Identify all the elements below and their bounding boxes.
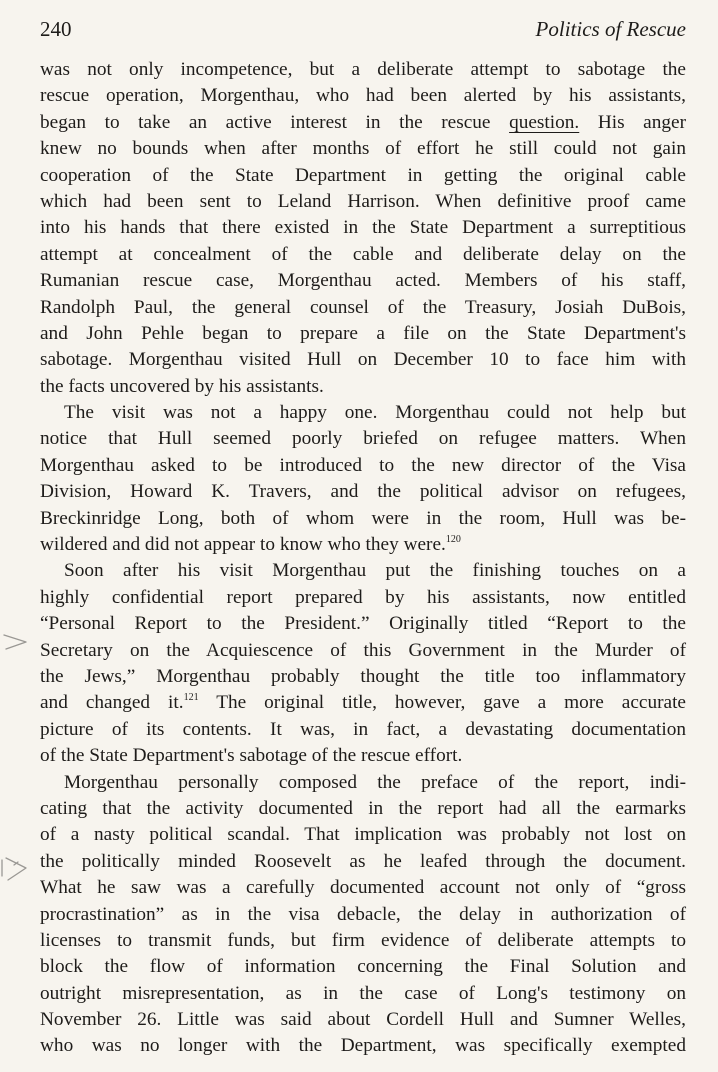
running-head [40, 14, 686, 44]
text-line: Soon after his visit Morgenthau put the finishing touches on a [64, 560, 686, 582]
text-line: the politically minded Roosevelt as he leafed through the document. [40, 850, 686, 872]
text-line: the Jews,” Morgenthau probably thought the title too inflammatory [40, 665, 686, 687]
pencil-mark-icon [0, 838, 30, 898]
footnote-ref: 120 [445, 534, 461, 546]
running-title: Politics of Rescue [535, 17, 686, 41]
text-line: attempt at concealment of the cable and deliberate delay on the [40, 243, 686, 265]
text-line: was not only incompetence, but a deliberate attempt to sabotage the [40, 59, 686, 80]
text-line: Rumanian rescue case, Morgenthau acted. Members of his staff, [40, 270, 686, 292]
text-line: The visit was not a happy one. Morgenthau could not help but [64, 402, 686, 424]
page-number: 240 [40, 17, 72, 41]
text-line: licenses to transmit funds, but firm evidence of deliberate attempts to [40, 929, 686, 951]
footnote-ref: 121 [183, 692, 199, 704]
text-line: rescue operation, Morgenthau, who had been alerted by his assistants, [40, 85, 686, 107]
text-line: which had been sent to Leland Harrison. When definitive proof came [40, 190, 686, 212]
underlined-word: question. [509, 111, 580, 133]
pencil-mark-icon [0, 622, 30, 662]
text-line: highly confidential report prepared by his assistants, now entitled [40, 586, 686, 608]
text-line: “Personal Report to the President.” Originally titled “Report to the [40, 613, 686, 635]
text-line: of the State Department's sabotage of the rescue effort. [40, 745, 463, 767]
text-line: November 26. Little was said about Cordell Hull and Sumner Welles, [40, 1009, 686, 1031]
text-line: procrastination” as in the visa debacle, the delay in authorization of [40, 903, 686, 925]
text-line: Secretary on the Acquiescence of this Government in the Murder of [40, 639, 686, 661]
text-line: Morgenthau personally composed the preface of the report, indi- [64, 771, 686, 793]
text-line: cooperation of the State Department in getting the original cable [40, 164, 686, 186]
text-line: Randolph Paul, the general counsel of the Treasury, Josiah DuBois, [40, 296, 686, 318]
text-line: wildered and did not appear to know who they were.$^{120}$ [40, 534, 461, 556]
text-line: began to take an active interest in the rescue question. His anger [40, 111, 686, 133]
text-line: sabotage. Morgenthau visited Hull on December 10 to face him with [40, 349, 686, 371]
text-line: notice that Hull seemed poorly briefed on refugee matters. When [40, 428, 686, 450]
text-line: cating that the activity documented in the report had all the earmarks [40, 797, 686, 819]
text-line: Division, Howard K. Travers, and the political advisor on refugees, [40, 481, 686, 503]
text-line: the facts uncovered by his assistants. [40, 375, 324, 397]
text-line: What he saw was a carefully documented account not only of “gross [40, 877, 686, 899]
body-text [40, 57, 686, 1060]
text-line: outright misrepresentation, as in the case of Long's testimony on [40, 982, 686, 1004]
text-line: and changed it.$^{121}$ The original title, however, gave a more accurate [40, 692, 686, 714]
text-line: into his hands that there existed in the State Department a surreptitious [40, 217, 686, 239]
text-line: of a nasty political scandal. That implication was probably not lost on [40, 824, 686, 846]
text-line: Morgenthau asked to be introduced to the new director of the Visa [40, 454, 686, 476]
text-line: Breckinridge Long, both of whom were in the room, Hull was be- [40, 507, 686, 529]
text-line: knew no bounds when after months of effort he still could not gain [40, 138, 686, 160]
text-line: block the flow of information concerning the Final Solution and [40, 956, 686, 978]
text-line: picture of its contents. It was, in fact, a devastating documentation [40, 718, 686, 740]
text-line: and John Pehle began to prepare a file on the State Department's [40, 322, 686, 344]
text-line: who was no longer with the Department, was specifically exempted [40, 1035, 686, 1057]
